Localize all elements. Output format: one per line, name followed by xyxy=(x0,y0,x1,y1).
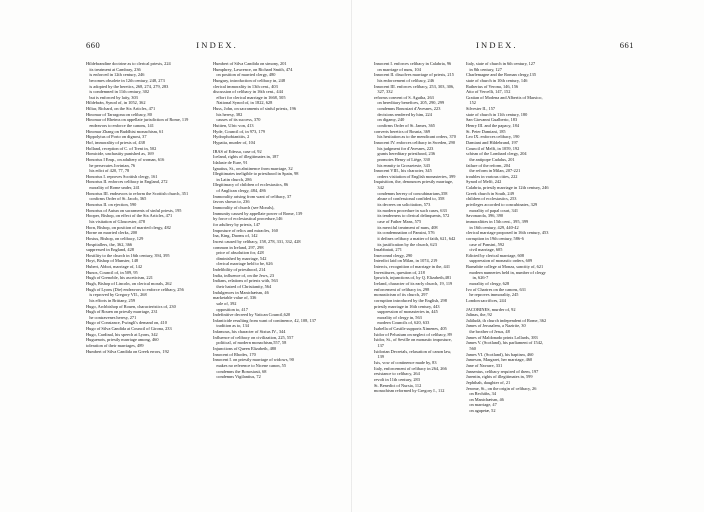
index-entry: Innocent of Rhodes, 170 xyxy=(213,351,256,357)
index-entry: his enmity to Grosseteste, 343 xyxy=(377,162,430,168)
index-entry: James of Jerusalem, a Nazirite, 30 xyxy=(466,323,526,329)
index-entry: condemns heresy of concubinarians,358 xyxy=(377,190,448,196)
right-folio-number: 661 xyxy=(619,40,634,50)
index-entry: Ivo of Chartres on the canons, 631 xyxy=(466,286,527,292)
index-entry: diminished by marriage, 542 xyxy=(216,255,267,261)
index-entry: IBAS of Edessa, case of, 92 xyxy=(213,148,262,154)
index-entry: Huguenots, priestly marriage among, 460 xyxy=(86,337,159,343)
index-entry: its treatment at Cambray, 236 xyxy=(89,66,141,72)
index-entry: Illegitimacy of children of ecclesiastics, 86 xyxy=(213,182,289,188)
index-entry: his enforcement of celibacy, 246 xyxy=(377,77,435,83)
index-entry: but is enforced by laity, 303 xyxy=(89,94,138,100)
index-entry: by force of ecclesiastical procedure,146 xyxy=(213,216,283,222)
index-entry: Henry III. and the papacy, 184 xyxy=(466,123,520,129)
index-entry: Hugo, Cardinal, his speech at Lyons, 342 xyxy=(86,331,158,337)
index-entry: its justification by the church, 623 xyxy=(377,241,437,247)
index-entry: of Anglican clergy, 484, 486 xyxy=(216,188,266,194)
index-entry: the reform in Milan, 207-221 xyxy=(469,168,521,174)
index-entry: his visitation of Gloucester, 478 xyxy=(89,218,146,224)
index-entry: corruption in 19th century, 586-6 xyxy=(466,235,524,241)
index-entry: Honorius II. on ejection, 590 xyxy=(86,202,137,208)
index-entry: in 8th century, 127 xyxy=(469,66,502,72)
index-entry: Hof, immorality of priests of, 438 xyxy=(86,139,145,145)
index-entry: Indulgences in Manichæism, 46 xyxy=(213,289,269,295)
index-entry: Hooper, Bishop, on effect of the Six Articles, 471 xyxy=(86,213,173,219)
index-entry: suppressed in England, 428 xyxy=(86,247,134,253)
index-entry: converts heretics of Bosnia, 369 xyxy=(374,128,431,134)
index-entry: Huss, John, on sacraments of sinful priests, 196 xyxy=(213,106,297,112)
index-entry: Italy, state of church in 6th century, 127 xyxy=(466,61,536,66)
index-entry: Interdict laid on Milan, in 1074, 219 xyxy=(374,258,438,264)
index-entry: priestly marriage in 16th century, 443 xyxy=(374,303,440,309)
index-entry: Innocent III. enforces celibacy, 253, 303, 306, 327, 332 xyxy=(374,83,456,95)
index-entry: St. Benedict of Nursia, 112 xyxy=(374,382,422,388)
index-entry: Jarentin, rights of illegitimates in, 599 xyxy=(466,374,533,380)
index-entry: Homicide, unchastity punished as, 169 xyxy=(86,151,154,157)
index-entry: Hugh of Lyons (Die) endeavors to enforce celibacy, 256 xyxy=(86,286,184,292)
index-entry: Italy, enforcement of celibacy in 264, 266 xyxy=(374,365,447,371)
index-entry: Jane of Navarre, 331 xyxy=(466,362,503,368)
index-entry: common in Ireland, 297, 298 xyxy=(213,244,264,250)
left-column-2 xyxy=(213,61,331,380)
index-entry: case of Father Mans, 575 xyxy=(377,218,422,224)
index-entry: Hippolytus of Porto on dignost, 37 xyxy=(86,134,147,140)
index-entry: Honorius I. reproves Scottish clergy, 161 xyxy=(86,173,158,179)
index-entry: Ignatius, St., on abstinence from marriage, 32 xyxy=(213,165,293,171)
index-entry: on marriage of nuns, 104 xyxy=(377,66,421,72)
index-entry: its tenderness to clerical delinquents, 572 xyxy=(377,213,450,219)
left-running-title: INDEX. xyxy=(196,40,238,50)
index-entry: privileges accorded to concubinates, 329 xyxy=(466,202,538,208)
index-entry: Edicted by clerical marriage, 608 xyxy=(466,252,525,258)
index-entry: James VI. (Scotland), his baptism, 460 xyxy=(466,351,534,357)
index-entry: Innocent IV. enforces celibacy in Sweden, 290 xyxy=(374,139,456,145)
index-entry: Jaláludá, th church independent of Rome, 362 xyxy=(466,317,547,323)
index-entry: St. Peter Damiani, 185 xyxy=(466,128,506,134)
index-entry: is enforced in 12th century, 246 xyxy=(89,72,145,78)
index-entry: Ipswich, injunctions of, by Q. Elizabeth,481 xyxy=(374,275,452,281)
index-entry: Hugo of Constance, Fwingli's demand on, 410 xyxy=(86,320,167,326)
index-entry: Synod of Melfi, 242 xyxy=(466,179,502,185)
index-entry: on Rechábs, 34 xyxy=(469,391,497,397)
index-entry: Jalinas, the, 92 xyxy=(466,312,492,318)
index-entry: Idalaste de Eure, 91 xyxy=(213,159,248,165)
index-entry: its condemnation of Pansini, 576 xyxy=(377,230,435,236)
index-entry: Isidor, St., of Seville on monastic imposture, 137 xyxy=(374,337,453,349)
index-entry: on hereditary benefices, 205, 290, 299 xyxy=(377,100,445,106)
index-entry: National Synod of, in 1822, 628 xyxy=(216,100,273,106)
index-entry: Hildebrandine doctrine as to clerical priests, 224 xyxy=(86,61,171,66)
index-entry: Hildebrán, Synod of, in 1052, 362 xyxy=(86,100,146,106)
index-entry: confirms Order of St. Jacob, 365 xyxy=(89,196,147,202)
index-entry: Hubert, Abbot, marriage of, 142 xyxy=(86,264,143,270)
index-entry: Infamous, his character of Sixtus IV., 344 xyxy=(213,329,286,335)
index-entry: Charlemagne and the Roman clergy,135 xyxy=(466,72,537,78)
index-entry: his hesitation as to the mendicant orders, 370 xyxy=(377,134,456,140)
index-entry: Isabella of Castile supports Ximenes, 405 xyxy=(374,326,447,332)
index-entry: Barnabite college at Monza, sanctity of, 621 xyxy=(466,264,544,270)
index-entry: Hypatia, murder of, 104 xyxy=(213,139,256,145)
index-entry: is adopted by the heretics, 268, 274, 279, 283 xyxy=(89,83,169,89)
index-entry: on Manichæism, 46 xyxy=(469,396,504,402)
index-entry: Damiani and Hildebrand, 197 xyxy=(466,139,518,145)
index-entry: Infanticide resulting from want of continence, 42, 108, 137 xyxy=(213,317,317,323)
index-entry: monasticism of its church, 297 xyxy=(374,292,428,298)
index-entry: civil marriage, 605 xyxy=(469,247,503,253)
index-entry: he reproves immorality, 245 xyxy=(469,292,519,298)
index-entry: suppression of monasteries in, 445 xyxy=(377,309,438,315)
index-entry: morality of Rome under, 241 xyxy=(89,185,140,191)
index-entry: for adultery by priests, 147 xyxy=(213,221,261,227)
index-entry: Humbert of Silva Candida on Greek errors, 192 xyxy=(86,348,169,354)
index-entry: reforms convent of S. Agatha, 263 xyxy=(374,94,434,100)
index-entry: Hostility to the church in 16th century, 394, 395 xyxy=(86,252,170,258)
index-entry: Holland, reception of C. of Trent in, 502 xyxy=(86,145,157,151)
index-entry: troubles in various cities, 222 xyxy=(466,173,518,179)
index-entry: Hiltar, Richard, on the Six Articles, 471 xyxy=(86,106,156,112)
index-entry: case of Pansini, 592 xyxy=(469,241,505,247)
index-entry: favors shown to, 236 xyxy=(213,199,250,205)
index-entry: its merciful treatment of nuns, 408 xyxy=(377,224,438,230)
index-entry: clerical marriage held to be, 626 xyxy=(216,261,273,267)
index-entry: Illegitimates ineligible to priesthood in Spain, 98 xyxy=(213,171,299,177)
left-folio-number: 660 xyxy=(86,40,101,50)
index-entry: JACOBINES, murder of, 92 xyxy=(466,306,516,312)
index-entry: Ina, King, Duoms of, 142 xyxy=(213,233,258,239)
index-entry: he contravenes heresy, 271 xyxy=(89,314,137,320)
right-running-head xyxy=(374,40,634,52)
index-entry: Immorality arising from want of celibacy, 37 xyxy=(213,193,292,199)
index-entry: Gratian of Modena and Albertis of Marsico, 152 xyxy=(466,94,544,106)
index-entry: corruption introduced by the English, 298 xyxy=(374,297,447,303)
index-entry: modern nunneries held in, number of clergy in, 626-7 xyxy=(469,269,547,281)
index-entry: suppression of monastic orders, 609 xyxy=(469,258,533,264)
index-entry: Immorality of church (see Morals), xyxy=(213,205,275,211)
index-entry: Innocent II. dissolves marriage of priests, 215 xyxy=(374,72,454,78)
index-entry: Hosius, Bishop, on celibacy, 129 xyxy=(86,235,144,241)
index-entry: confirms Order of St. James, 365 xyxy=(377,123,435,129)
index-entry: Humbert of Silva Candida on simony, 201 xyxy=(213,61,287,66)
index-entry: Calabria, priestly marriage in 12th century, 246 xyxy=(466,185,549,191)
index-entry: effort for clerical marriage in 1668, 505 xyxy=(216,94,286,100)
index-entry: Ratherius of Verona, 146, 156 xyxy=(466,83,519,89)
index-entry: monachism reformed by Gregory I., 112 xyxy=(374,388,445,394)
index-entry: in 16th century, 429, 440-42 xyxy=(469,224,519,230)
index-entry: grants hereditary priesthood, 236 xyxy=(377,151,436,157)
index-entry: Investitures, question of, 218 xyxy=(374,269,425,275)
index-entry: Hincmar of Rheims on appellate jurisdiction of Rome, 119 xyxy=(86,117,189,123)
index-entry: the brother of Jesus, 48 xyxy=(469,329,510,335)
index-entry: the antipope Cadalus, 201 xyxy=(469,156,515,162)
index-entry: its decrees on solicitation, 573 xyxy=(377,202,431,208)
right-column-1 xyxy=(374,61,458,414)
index-entry: Hugh, Bishop of Lincoln, on clerical morals, 262 xyxy=(86,280,172,286)
index-entry: India, influence of, on the Jews, 23 xyxy=(213,272,275,278)
index-entry: Innocent I. enforces celibacy in Calabria, 96 xyxy=(374,61,452,66)
index-entry: Savonarola, 396, 390 xyxy=(466,213,504,219)
index-entry: Hugh of Rouen on priestly marriage, 231 xyxy=(86,309,158,315)
index-entry: Isidor of Pelusium on neglect of celibacy, 89 xyxy=(374,331,452,337)
index-entry: Honorius II. enforces celibacy in England, 272 xyxy=(86,179,168,185)
index-entry: state of church in 11th century, 180 xyxy=(466,111,528,117)
index-entry: Injunctions of Queen Elizabeth, 480 xyxy=(213,346,277,352)
index-entry: Inseconnd clergy, 290 xyxy=(374,252,413,258)
index-entry: Hydrophobianitits, 2 xyxy=(213,134,250,140)
index-entry: London sacrifices, 244 xyxy=(466,297,506,303)
index-entry: becomes obsolete in 12th century, 248, 273 xyxy=(89,77,165,83)
index-entry: on position of married clergy, 480 xyxy=(216,72,276,78)
index-entry: Imposture of relics and miracles, 160 xyxy=(213,227,278,233)
index-entry: Hugo of Silva Candida at Council of Girona, 233 xyxy=(86,326,172,332)
index-entry: Atto of Vercelli, 147, 152 xyxy=(466,89,511,95)
index-entry: Hincmar of Tarragona on celibacy, 80 xyxy=(86,111,152,117)
index-entry: Intercis, recognition of marriage in the, 441 xyxy=(374,264,451,270)
index-entry: Jerome, St., on the origin of celibacy, 26 xyxy=(466,385,537,391)
index-entry: Honorius III. endeavors to reform the Scottish church, 351 xyxy=(86,190,189,196)
left-running-head xyxy=(86,40,334,52)
index-entry: political, of modern monachism,557, 58 xyxy=(216,340,287,346)
index-entry: morality of clergy, 628 xyxy=(469,280,510,286)
index-entry: Indefinitive decreed by Vatican Council,620 xyxy=(213,312,291,318)
index-entry: on agapetæ, 52 xyxy=(469,408,496,414)
index-entry: promotes Henry of Liège, 330 xyxy=(377,156,430,162)
left-column-1 xyxy=(86,61,204,380)
index-entry: children of ecclesiastics, 253 xyxy=(466,196,517,202)
index-entry: Honorius of Autun on sacraments of sinful priests, 195 xyxy=(86,207,182,213)
index-entry: Hospitallers, the, 362, 366 xyxy=(86,241,133,247)
index-entry: Jameson, Margaret, her marriage, 460 xyxy=(466,357,533,363)
index-entry: James of Maldonado prints Lollards, 383 xyxy=(466,334,538,340)
index-entry: discussion of celibacy in 16th cent., 444 xyxy=(213,89,283,95)
index-entry: Hungary, introduction of celibacy in, 248 xyxy=(213,77,286,83)
index-entry: revolt in 11th century, 283 xyxy=(374,376,420,382)
index-entry: condemns Bonosiari d'Avesnes, 223 xyxy=(377,106,441,112)
index-entry: state of church in 10th century, 146 xyxy=(466,77,528,83)
index-entry: immoralities in 15th cent., 395, 399 xyxy=(466,218,529,224)
index-entry: Insabbatati, 271 xyxy=(374,247,402,253)
index-entry: toleration of their marriages, 489 xyxy=(86,343,144,349)
index-entry: is condemned in 11th century, 302 xyxy=(89,89,150,95)
index-entry: Huttten, Ulric von, 413 xyxy=(213,123,254,129)
index-entry: Silvester II., 157 xyxy=(466,106,496,112)
index-entry: sale of, 392 xyxy=(216,300,237,306)
index-entry: resistance to celibacy, 264 xyxy=(374,371,420,377)
index-entry: Hyde, Council of, in 973, 179 xyxy=(213,128,265,134)
index-entry: in Latin church, 286 xyxy=(216,176,252,182)
index-entry: James V. (Scotland), his parliament of 1542, 560 xyxy=(466,340,545,352)
index-entry: condemns Vigilantius, 72 xyxy=(216,374,261,380)
index-entry: causes of its success, 370 xyxy=(216,117,261,123)
index-entry: Leo IX. enforces celibacy, 190 xyxy=(466,134,520,140)
index-entry: his edict of 420, 77, 78 xyxy=(89,168,130,174)
index-entry: on digamy, 240 xyxy=(377,117,405,123)
right-columns xyxy=(374,61,634,414)
index-entry: failure of the reform, 204 xyxy=(466,162,511,168)
index-entry: marketable value of, 336 xyxy=(213,295,257,301)
index-entry: Council of Melfi, in 1059, 192 xyxy=(466,145,520,151)
index-entry: their hatred of Christianity, 564 xyxy=(216,283,272,289)
index-entry: Greek church in South, 249 xyxy=(466,190,515,196)
index-entry: he persecutes Jovinian, 76 xyxy=(89,162,136,168)
index-entry: Hunos, Council of, in 509, 95 xyxy=(86,269,138,275)
index-entry: Jansenius, celibacy required of them, 197 xyxy=(466,368,539,374)
index-entry: condemns the Bonosiasti, 68 xyxy=(216,368,267,374)
index-entry: his judgment for d'Avesnes, 223 xyxy=(377,145,434,151)
index-entry: decisions rendered by him, 224 xyxy=(377,111,432,117)
index-entry: is reproved by Gregory VII., 268 xyxy=(89,292,147,298)
index-entry: endeavors to enforce the canons, 141 xyxy=(89,123,154,129)
index-entry: his heresy, 382 xyxy=(216,111,243,117)
index-entry: it defines celibacy a matter of faith, 621, 642 xyxy=(377,235,456,241)
index-entry: Ireland, character of its early church, 19, 119 xyxy=(374,280,453,286)
right-column-2 xyxy=(466,61,550,414)
index-entry: morality of papal court, 341 xyxy=(469,207,519,213)
index-entry: his efforts in Brittany, 259 xyxy=(89,297,136,303)
right-page xyxy=(352,0,704,512)
index-entry: morality of clergy in, 563 xyxy=(377,314,422,320)
index-entry: Innocent I. on priestly marriage of widows, 90 xyxy=(213,357,294,363)
index-entry: makes no reference to Nicene canon, 55 xyxy=(216,362,287,368)
index-entry: opposition to, 417 xyxy=(216,306,248,312)
index-entry: Innocent VIII., his character, 345 xyxy=(374,168,432,174)
index-entry: Hoyt, Bishop of Munster, 148 xyxy=(86,258,139,264)
index-entry: clerical immorality in 13th cent., 403 xyxy=(213,83,278,89)
index-entry: Hugh of Grenoble, his asceticism, 221 xyxy=(86,275,153,281)
index-entry: San Giovanni Gualberto, 183 xyxy=(466,117,518,123)
index-entry: enforcement of celibacy in, 298 xyxy=(374,286,430,292)
index-entry: Iceland, rights of illegitimates in, 187 xyxy=(213,154,279,160)
index-entry: Honorius I Emp., on adultery of woman, 616 xyxy=(86,156,165,162)
index-entry: schism of the Lombard clergy, 204 xyxy=(466,151,527,157)
index-entry: Hugo, Archbishop of Rouen, characteristics of, 230 xyxy=(86,303,176,309)
index-entry: Immunity caused by appellate power of Rome, 139 xyxy=(213,210,303,216)
index-entry: Humphrey, Lawrence, on Richard Smith, 474 xyxy=(213,66,293,72)
index-entry: Isis, vow of continence made by, 83 xyxy=(374,359,437,365)
index-entry: Indelibility of priesthood, 214 xyxy=(213,267,266,273)
index-entry: Jephthah, daughter of, 21 xyxy=(466,379,511,385)
left-columns xyxy=(86,61,334,380)
index-entry: Isidorian Decretals, relaxation of canon law, 139 xyxy=(374,348,453,360)
index-entry: modern Councils of, 620, 633 xyxy=(377,320,430,326)
index-entry: on marriage, 47 xyxy=(469,402,497,408)
index-entry: tradition as to, 134 xyxy=(216,323,249,329)
index-entry: Horne on married clerks, 200 xyxy=(86,230,138,236)
index-entry: its modern procedure in such cases, 633 xyxy=(377,207,447,213)
index-entry: Indians, relations of priests with, 563 xyxy=(213,278,278,284)
index-entry: clerical marriage proposed in 16th century, 453 xyxy=(466,230,549,236)
index-entry: Hincmar Zhang on Buddhist monachism, 61 xyxy=(86,128,164,134)
index-entry: abuse of confessional confided to, 358 xyxy=(377,196,445,202)
index-entry: Incest caused by celibacy, 158, 278, 331, 332, 428 xyxy=(213,238,301,244)
right-running-title: INDEX. xyxy=(475,40,518,50)
index-entry: price of absolution for, 428 xyxy=(216,250,264,256)
index-entry: Influence of celibacy on civilization, 225, 557 xyxy=(213,334,294,340)
index-entry: Inquisition, the, denounces priestly marriage, 342 xyxy=(374,179,455,191)
index-entry: orders visitation of English monasteries, 399 xyxy=(377,173,456,179)
index-entry: Horn, Bishop, on position of married clergy, 482 xyxy=(86,224,171,230)
